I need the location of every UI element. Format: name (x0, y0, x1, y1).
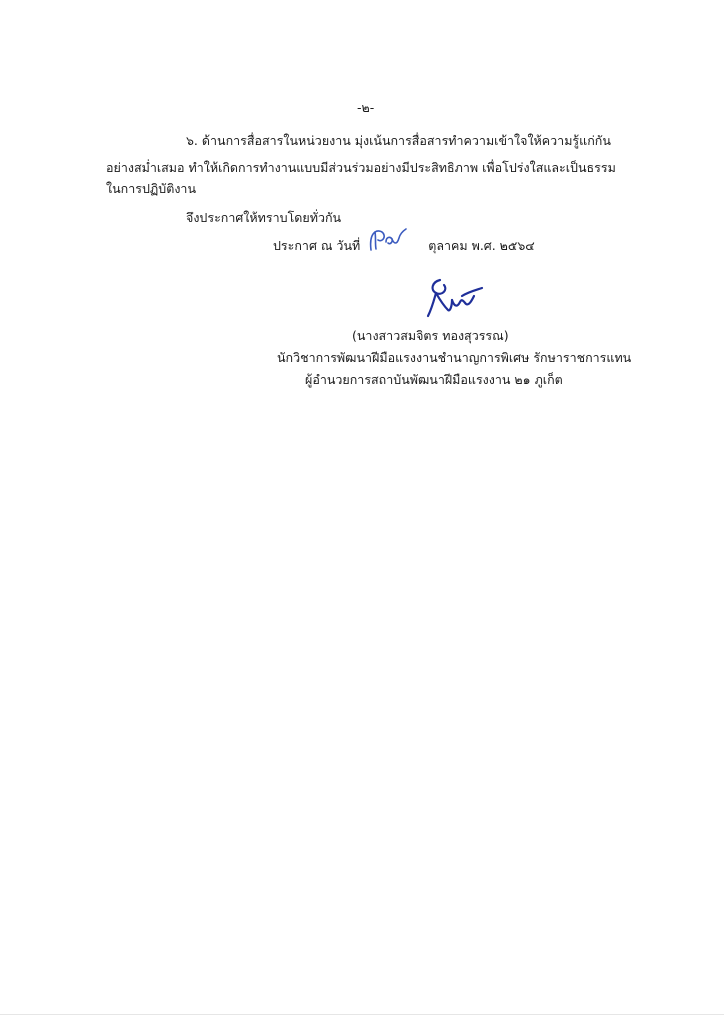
date-suffix: ตุลาคม พ.ศ. ๒๕๖๔ (428, 238, 535, 253)
signer-acting-role: ผู้อำนวยการสถาบันพัฒนาฝีมือแรงงาน ๒๑ ภูเก็ต (305, 372, 563, 387)
signer-position: นักวิชาการพัฒนาฝีมือแรงงานชำนาญการพิเศษ รักษาราชการแทน (277, 350, 632, 365)
paragraph-item6-line2: อย่างสม่ำเสมอ ทำให้เกิดการทำงานแบบมีส่วนร่วมอย่างมีประสิทธิภาพ เพื่อโปร่งใสและเป็นธรรม (106, 160, 616, 175)
date-prefix: ประกาศ ณ วันที่ (273, 238, 361, 253)
page-number: -๒- (357, 100, 375, 115)
signer-name: (นางสาวสมจิตร ทองสุวรรณ) (352, 328, 509, 343)
announcement-line: จึงประกาศให้ทราบโดยทั่วกัน (186, 210, 342, 225)
paragraph-item6-line1: ๖. ด้านการสื่อสารในหน่วยงาน มุ่งเน้นการสื่อสารทำความเข้าใจให้ความรู้แก่กัน (186, 133, 611, 148)
paragraph-item6-line3: ในการปฏิบัติงาน (106, 181, 196, 196)
page-bottom-edge (0, 1014, 724, 1015)
signature (422, 276, 484, 320)
handwritten-day-number (368, 226, 408, 252)
